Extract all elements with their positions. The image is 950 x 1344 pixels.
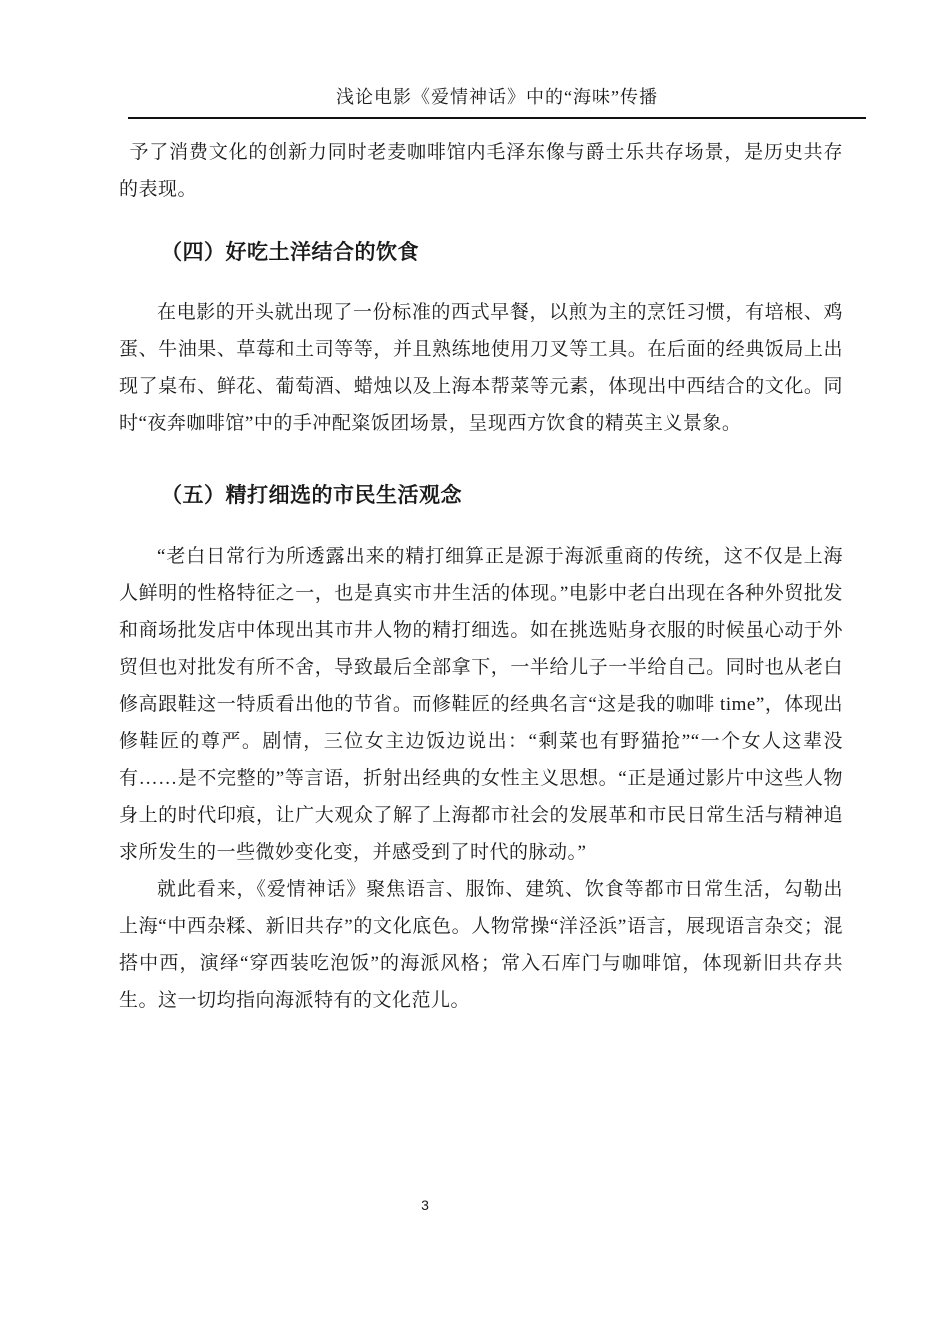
paragraph-citizen-life: “老白日常行为所透露出来的精打细算正是源于海派重商的传统，这不仅是上海人鲜明的性格特征之一，也是真实市井生活的体现。”电影中老白出现在各种外贸批发和商场批发店中体现出其市井人物的精打细选。如在挑选贴身衣服的时候虽心动于外贸但也对批发有所不舍，导致最后全部拿下，一半给儿子一半给自己。同时也从老白修高跟鞋这一特质看出他的节省。而修鞋匠的经典名言“这是我的咖啡 time”，体现出修鞋匠的尊严。剧情，三位女主边饭边说出：“剩菜也有野猫抢”“一个女人这辈没有……是不完整的”等言语，折射出经典的女性主义思想。“正是通过影片中这些人物身上的时代印痕，让广大观众了解了上海都市社会的发展革和市民日常生活与精神追求所发生的一些微妙变化变，并感受到了时代的脉动。” <box>119 546 843 863</box>
page-header <box>128 85 866 119</box>
section-heading-five: （五）精打细选的市民生活观念 <box>161 484 462 507</box>
page-number: 3 <box>421 1197 429 1213</box>
paragraph-continuation: 予了消费文化的创新力同时老麦咖啡馆内毛泽东像与爵士乐共存场景，是历史共存的表现。 <box>119 142 843 200</box>
page-footer <box>0 1196 850 1215</box>
paragraph-dining: 在电影的开头就出现了一份标准的西式早餐，以煎为主的烹饪习惯，有培根、鸡蛋、牛油果、草莓和土司等等，并且熟练地使用刀叉等工具。在后面的经典饭局上出现了桌布、鲜花、葡萄酒、蜡烛以及上海本帮菜等元素，体现出中西结合的文化。同时“夜奔咖啡馆”中的手冲配粢饭团场景，呈现西方饮食的精英主义景象。 <box>119 302 843 434</box>
document-header-title: 浅论电影《爱情神话》中的“海味”传播 <box>336 87 658 107</box>
paragraph-conclusion: 就此看来，《爱情神话》聚焦语言、服饰、建筑、饮食等都市日常生活，勾勒出上海“中西杂糅、新旧共存”的文化底色。人物常操“洋泾浜”语言，展现语言杂交；混搭中西，演绎“穿西装吃泡饭”的海派风格；常入石库门与咖啡馆，体现新旧共存共生。这一切均指向海派特有的文化范儿。 <box>119 879 843 1011</box>
document-body <box>119 134 843 1019</box>
section-heading-four: （四）好吃土洋结合的饮食 <box>161 241 419 264</box>
